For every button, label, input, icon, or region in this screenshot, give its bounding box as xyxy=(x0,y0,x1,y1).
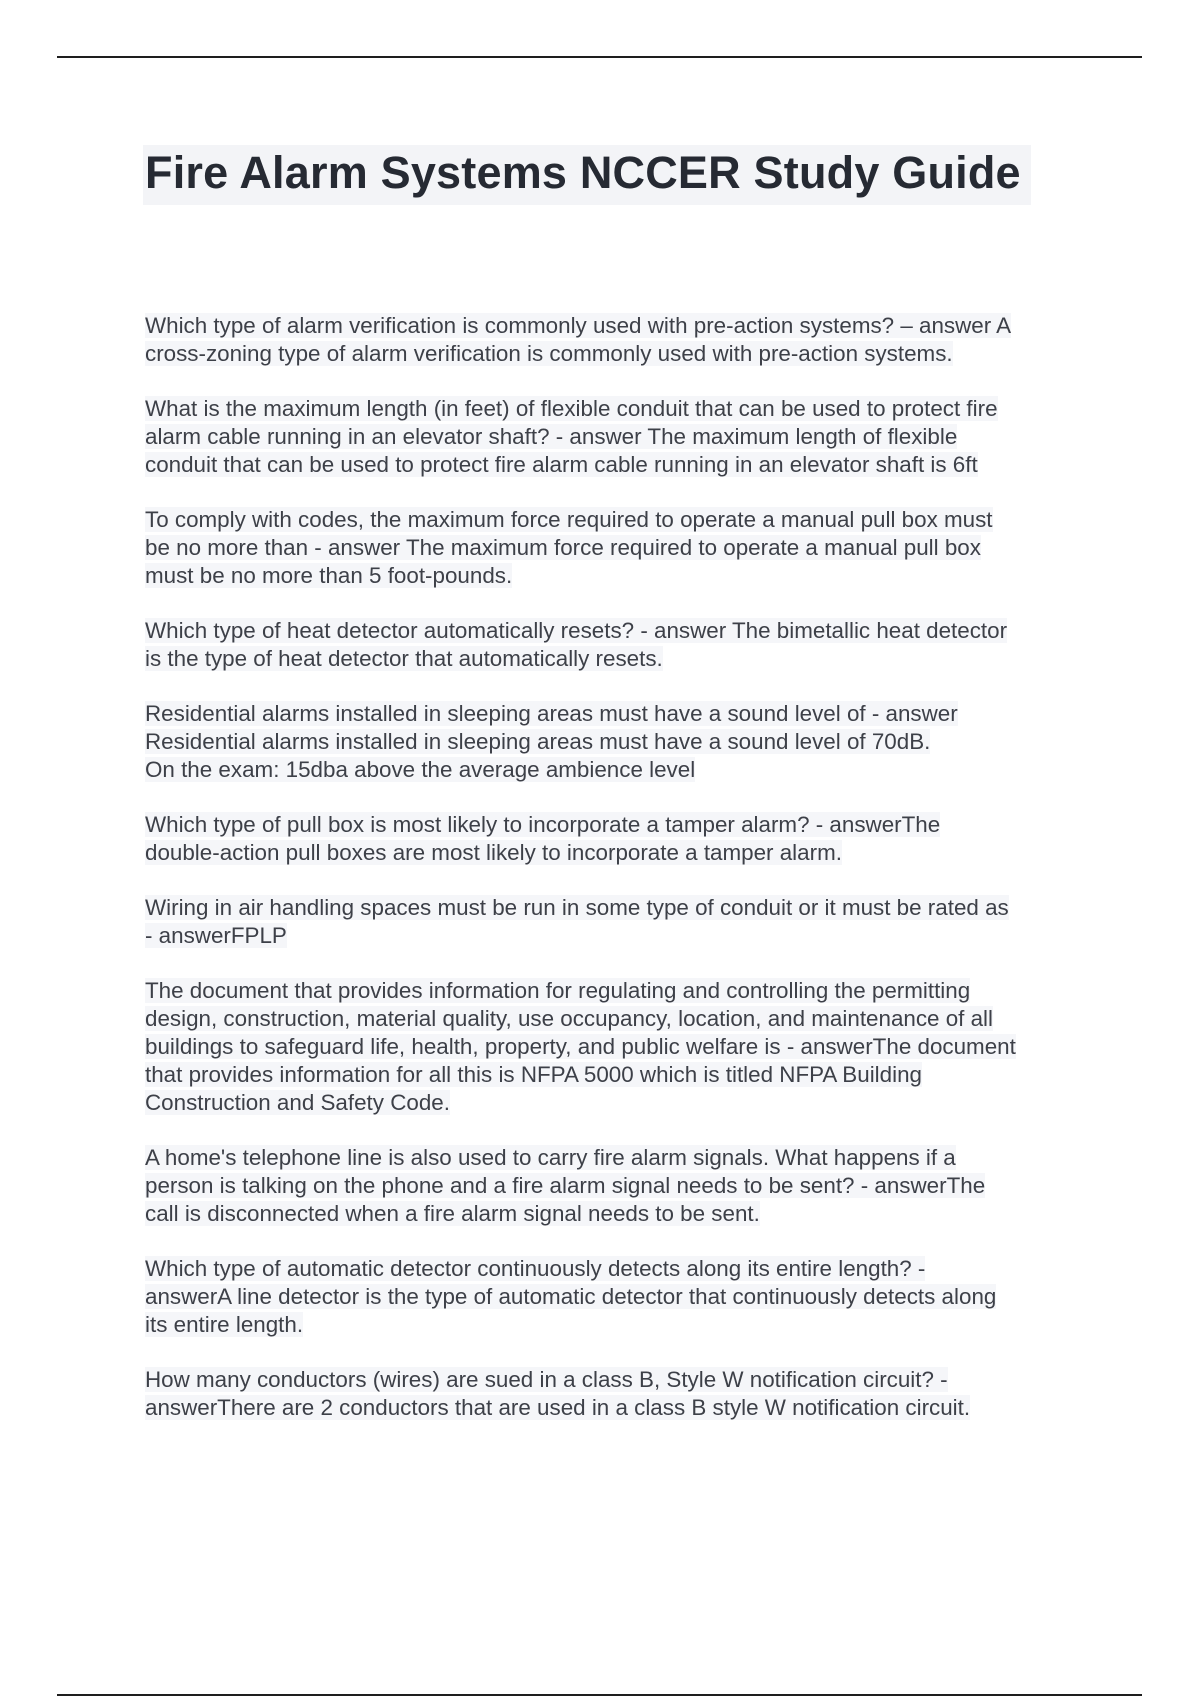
qa-entry xyxy=(145,617,1095,673)
qa-line-text: double-action pull boxes are most likely to incorporate a tamper alarm. xyxy=(145,840,842,865)
qa-line xyxy=(145,1311,1095,1339)
qa-line xyxy=(145,395,1095,423)
qa-line-text: Which type of heat detector automatically resets? - answer The bimetallic heat detector xyxy=(145,618,1008,643)
qa-line-text: Which type of automatic detector continuously detects along its entire length? - xyxy=(145,1256,926,1281)
qa-line-text: be no more than - answer The maximum force required to operate a manual pull box xyxy=(145,535,981,560)
qa-line xyxy=(145,645,1095,673)
qa-line-text: answerA line detector is the type of automatic detector that continuously detects along xyxy=(145,1284,997,1309)
qa-line xyxy=(145,1005,1095,1033)
qa-entry xyxy=(145,1366,1095,1422)
qa-line-text: is the type of heat detector that automatically resets. xyxy=(145,646,663,671)
qa-line xyxy=(145,534,1095,562)
qa-line-text: Residential alarms installed in sleeping areas must have a sound level of - answer xyxy=(145,701,958,726)
qa-line-text: Construction and Safety Code. xyxy=(145,1090,450,1115)
qa-line-text: What is the maximum length (in feet) of flexible conduit that can be used to protect fire xyxy=(145,396,998,421)
qa-line-text: On the exam: 15dba above the average ambience level xyxy=(145,757,696,782)
qa-line-text: Wiring in air handling spaces must be run in some type of conduit or it must be rated as xyxy=(145,895,1009,920)
qa-line xyxy=(145,1033,1095,1061)
qa-line-text: its entire length. xyxy=(145,1312,304,1337)
qa-line xyxy=(145,1200,1095,1228)
qa-line-text: Which type of alarm verification is commonly used with pre-action systems? – answer A xyxy=(145,313,1012,338)
qa-line xyxy=(145,423,1095,451)
qa-line xyxy=(145,728,1095,756)
qa-entry xyxy=(145,977,1095,1117)
qa-line xyxy=(145,1366,1095,1394)
qa-line-text: conduit that can be used to protect fire alarm cable running in an elevator shaft is 6ft xyxy=(145,452,978,477)
qa-line-text: that provides information for all this is NFPA 5000 which is titled NFPA Building xyxy=(145,1062,922,1087)
qa-line-text: buildings to safeguard life, health, property, and public welfare is - answerThe document xyxy=(145,1034,1016,1059)
qa-line xyxy=(145,977,1095,1005)
qa-line-text: cross-zoning type of alarm verification is commonly used with pre-action systems. xyxy=(145,341,953,366)
qa-line-text: A home's telephone line is also used to carry fire alarm signals. What happens if a xyxy=(145,1145,956,1170)
qa-line xyxy=(145,756,1095,784)
qa-entry xyxy=(145,395,1095,479)
qa-line-text: answerThere are 2 conductors that are used in a class B style W notification circuit. xyxy=(145,1395,971,1420)
qa-line-text: How many conductors (wires) are sued in a class B, Style W notification circuit? - xyxy=(145,1367,948,1392)
qa-line xyxy=(145,1089,1095,1117)
qa-entry xyxy=(145,811,1095,867)
qa-line-text: must be no more than 5 foot-pounds. xyxy=(145,563,513,588)
qa-line-text: The document that provides information for regulating and controlling the permitting xyxy=(145,978,971,1003)
qa-line xyxy=(145,811,1095,839)
footer-rule xyxy=(57,1694,1142,1696)
qa-line-text: alarm cable running in an elevator shaft? - answer The maximum length of flexible xyxy=(145,424,958,449)
qa-line xyxy=(145,1172,1095,1200)
qa-line xyxy=(145,1394,1095,1422)
qa-entry xyxy=(145,894,1095,950)
qa-line xyxy=(145,451,1095,479)
qa-line-text: - answerFPLP xyxy=(145,923,287,948)
qa-line xyxy=(145,700,1095,728)
qa-line xyxy=(145,312,1095,340)
qa-line xyxy=(145,1283,1095,1311)
qa-entry xyxy=(145,312,1095,368)
qa-entry xyxy=(145,1255,1095,1339)
qa-line xyxy=(145,922,1095,950)
qa-line xyxy=(145,1144,1095,1172)
qa-entry xyxy=(145,700,1095,784)
qa-line xyxy=(145,1061,1095,1089)
qa-entry xyxy=(145,506,1095,590)
header-rule xyxy=(57,56,1142,58)
qa-line-text: Residential alarms installed in sleeping areas must have a sound level of 70dB. xyxy=(145,729,931,754)
qa-line-text: Which type of pull box is most likely to incorporate a tamper alarm? - answerThe xyxy=(145,812,941,837)
qa-line xyxy=(145,839,1095,867)
qa-line xyxy=(145,506,1095,534)
qa-line-text: call is disconnected when a fire alarm signal needs to be sent. xyxy=(145,1201,760,1226)
qa-line-text: To comply with codes, the maximum force required to operate a manual pull box must xyxy=(145,507,993,532)
qa-line xyxy=(145,562,1095,590)
qa-line xyxy=(145,340,1095,368)
qa-entry xyxy=(145,1144,1095,1228)
qa-line xyxy=(145,894,1095,922)
page-title: Fire Alarm Systems NCCER Study Guide xyxy=(143,145,1031,205)
qa-line-text: design, construction, material quality, use occupancy, location, and maintenance of all xyxy=(145,1006,994,1031)
qa-line xyxy=(145,1255,1095,1283)
qa-line xyxy=(145,617,1095,645)
qa-line-text: person is talking on the phone and a fire alarm signal needs to be sent? - answerThe xyxy=(145,1173,986,1198)
qa-list xyxy=(145,312,1095,1449)
